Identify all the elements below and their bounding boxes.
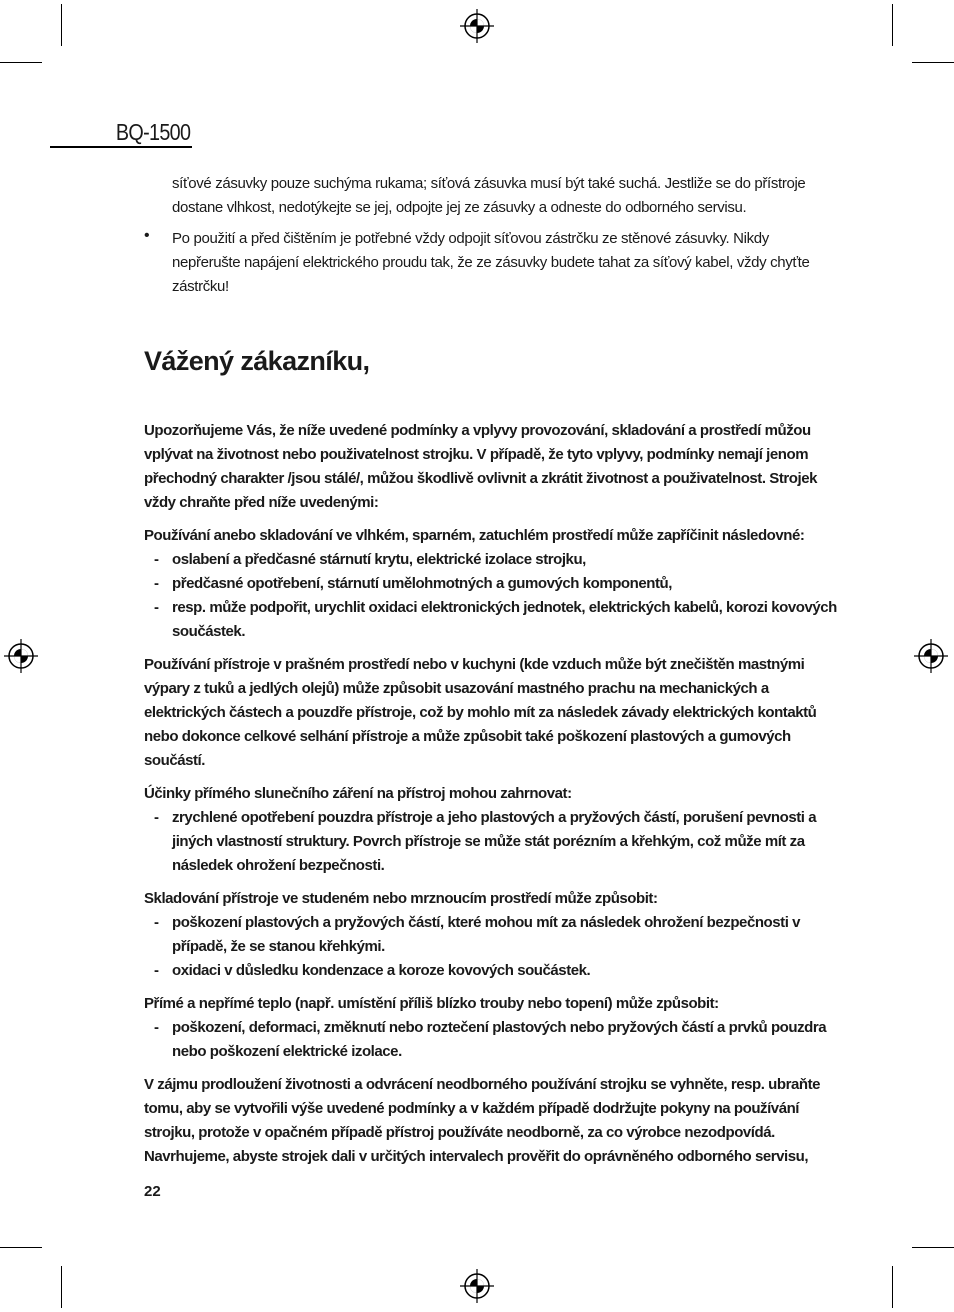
list-item-text: poškození plastových a pryžových částí, které mohou mít za následek ohrožení bezpečnosti v případě, že se stanou křehkými. (172, 914, 801, 955)
list-item (144, 548, 840, 572)
list-item (144, 572, 840, 596)
intro-continuation: síťové zásuvky pouze suchýma rukama; síťová zásuvka musí být také suchá. Jestliže se do přístroje dostane vlhkost, nedotýkejte se jej, odpojte jej ze zásuvky a odneste do odborného servisu. (172, 175, 806, 216)
crop-mark-bottom-left (0, 1247, 42, 1248)
list-item (144, 596, 840, 644)
list-item (144, 911, 840, 959)
model-header (50, 118, 192, 148)
model-name: BQ-1500 (115, 119, 191, 145)
dash-mark: - (154, 551, 159, 568)
page-number: 22 (144, 1183, 161, 1200)
list-item-text: poškození, deformaci, změknutí nebo roztečení plastových nebo pryžových částí a prvků pouzdra nebo poškození elektrické izolace. (172, 1019, 827, 1060)
list-item (144, 959, 840, 983)
heat-title: Přímé a nepřímé teplo (např. umístění příliš blízko trouby nebo topení) může způsobit: (144, 995, 719, 1012)
crop-mark-bottom-left (61, 1266, 62, 1308)
sun-list (144, 806, 840, 878)
humid-title: Používání anebo skladování ve vlhkém, sparném, zatuchlém prostředí může zapříčinit následovné: (144, 527, 805, 544)
dash-mark: - (154, 809, 159, 826)
list-item-text: oxidaci v důsledku kondenzace a koroze kovových součástek. (172, 962, 591, 979)
registration-mark-icon (4, 639, 38, 673)
crop-mark-top-right (892, 4, 893, 46)
crop-mark-bottom-right (912, 1247, 954, 1248)
heat-list (144, 1016, 840, 1064)
crop-mark-top-left (61, 4, 62, 46)
list-item-text: oslabení a předčasné stárnutí krytu, elektrické izolace strojku, (172, 551, 586, 568)
dust-paragraph: Používání přístroje v prašném prostředí nebo v kuchyni (kde vzduch může být znečištěn mastnými výpary z tuků a jedlých olejů) může způsobit usazování mastného prachu na mechanických a elektrických částech a pouzdře přístroje, což by mohlo mít za následek závady elektrických kontaktů nebo dokonce celkové selhání přístroje a může způsobit také poškození plastových a gumových součástí. (144, 656, 817, 769)
page-content (144, 172, 840, 1169)
registration-mark-icon (460, 1269, 494, 1303)
cold-list (144, 911, 840, 983)
list-item (144, 806, 840, 878)
sun-title: Účinky přímého slunečního záření na přístroj mohou zahrnovat: (144, 785, 572, 802)
registration-mark-icon (914, 639, 948, 673)
dash-mark: - (154, 599, 159, 616)
cold-title: Skladování přístroje ve studeném nebo mrznoucím prostředí může způsobit: (144, 890, 658, 907)
list-item (144, 1016, 840, 1064)
bullet-mark: • (144, 227, 150, 244)
dash-mark: - (154, 962, 159, 979)
safety-bullet (144, 227, 840, 299)
notice-intro: Upozorňujeme Vás, že níže uvedené podmínky a vplyvy provozování, skladování a prostředí můžou vplývat na životnost nebo použivatelnost strojku. V případě, že tyto vplyvy, podmínky nemají jenom přechodný charakter /jsou stálé/, můžou škodlivě ovlivnit a zkrátit životnost a použivatelnost. Strojek vždy chraňte před níže uvedenými: (144, 422, 817, 511)
crop-mark-bottom-right (892, 1266, 893, 1308)
closing-paragraph: V zájmu prodloužení životnosti a odvrácení neodborného používání strojku se vyhněte, resp. ubraňte tomu, aby se vytvořili výše uvedené podmínky a v každém případě dodržujte pokyny na používání strojku, protože v opačném případě přístroj používáte neodborně, za co výrobce nezodpovídá. Navrhujeme, abyste strojek dali v určitých intervalech prověřit do oprávněného odborného servisu, (144, 1076, 821, 1165)
crop-mark-top-left (0, 62, 42, 63)
list-item-text: zrychlené opotřebení pouzdra přístroje a jeho plastových a pryžových částí, porušení pevnosti a jiných vlastností struktury. Povrch přístroje se může stát porézním a křehkým, což může mít za následek ohrožení bezpečnosti. (172, 809, 817, 874)
list-item-text: resp. může podpořit, urychlit oxidaci elektronických jednotek, elektrických kabelů, korozi kovových součástek. (172, 599, 837, 640)
list-item-text: předčasné opotřebení, stárnutí umělohmotných a gumových komponentů, (172, 575, 672, 592)
registration-mark-icon (460, 9, 494, 43)
dash-mark: - (154, 575, 159, 592)
dash-mark: - (154, 914, 159, 931)
safety-bullet-text: Po použití a před čištěním je potřebné vždy odpojit síťovou zástrčku ze stěnové zásuvky. Nikdy nepřerušte napájení elektrického proudu tak, že ze zásuvky budete tahat za síťový kabel, vždy chyťte zástrčku! (172, 230, 810, 295)
page-heading: Vážený zákazníku, (144, 346, 370, 376)
humid-list (144, 548, 840, 644)
crop-mark-top-right (912, 62, 954, 63)
dash-mark: - (154, 1019, 159, 1036)
